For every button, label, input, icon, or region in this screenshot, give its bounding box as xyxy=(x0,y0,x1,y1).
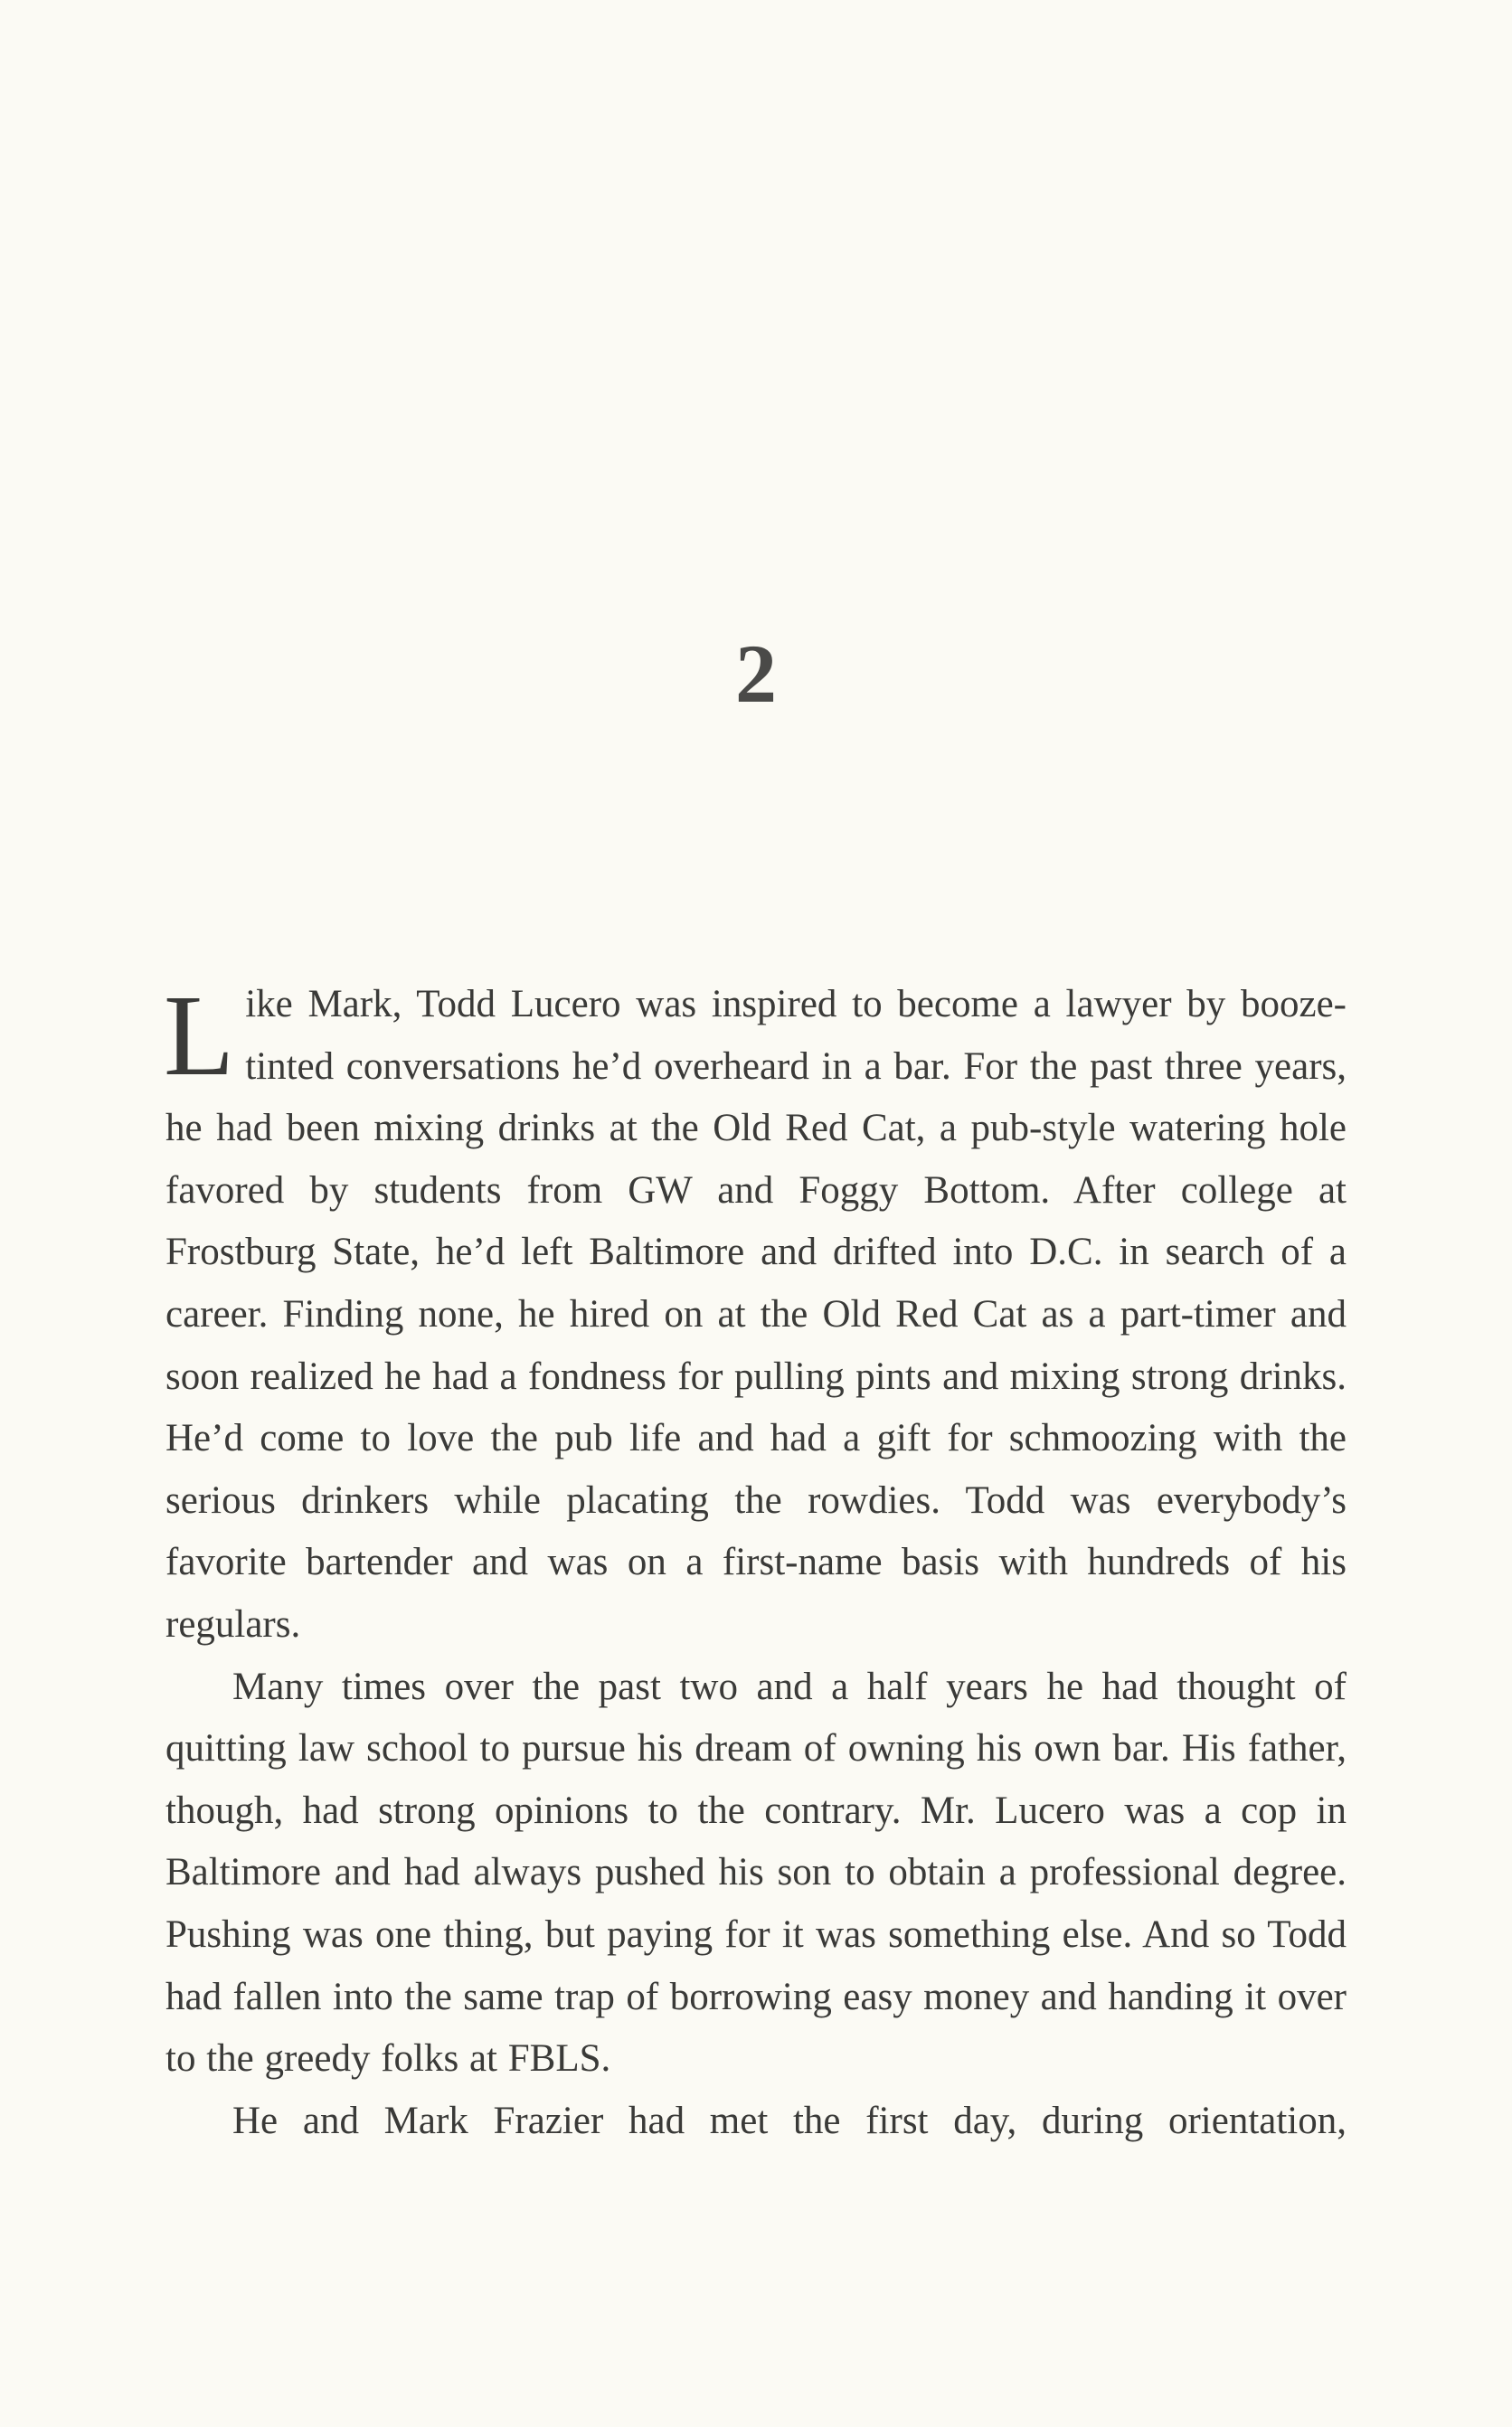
drop-cap: L xyxy=(164,971,235,1100)
body-text xyxy=(164,971,1347,2152)
chapter-number: 2 xyxy=(735,628,777,720)
paragraph-text: ike Mark, Todd Lucero was inspired to become a lawyer by booze-tinted conversations he’d overheard in a bar. For the past three years, he had been mixing drinks at the Old Red Cat, a pub-style watering hole favored by students from GW and Foggy Bottom. After college at Frostburg State, he’d left Baltimore and drifted into D.C. in search of a career. Finding none, he hired on at the Old Red Cat as a part-timer and soon realized he had a fondness for pulling pints and mixing strong drinks. He’d come to love the pub life and had a gift for schmoozing with the serious drinkers while placating the rowdies. Todd was everybody’s favorite bartender and was on a first-name basis with hundreds of his regulars. xyxy=(165,983,1347,1646)
paragraph: He and Mark Frazier had met the first day, during orientation, xyxy=(232,2099,1347,2142)
paragraph xyxy=(164,971,1347,1657)
paragraph: Many times over the past two and a half years he had thought of quitting law school to pursue his dream of owning his own bar. His father, though, had strong opinions to the contrary. Mr. Lucero was a cop in Baltimore and had always pushed his son to obtain a professional degree. Pushing was one thing, but paying for it was something else. And so Todd had fallen into the same trap of borrowing easy money and handing it over to the greedy folks at FBLS. xyxy=(165,1665,1347,2081)
